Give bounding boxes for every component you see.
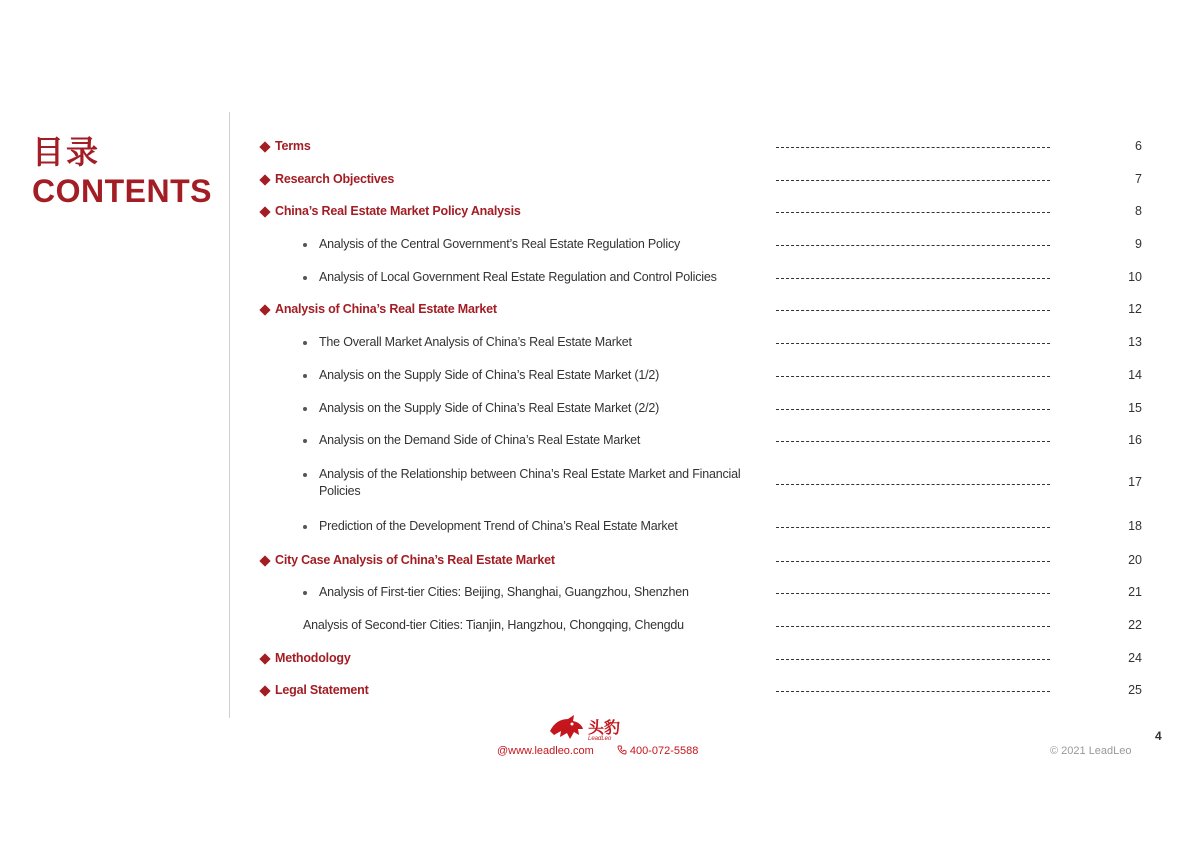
toc-entry-label: Analysis of the Central Government’s Real Estate Regulation Policy — [319, 237, 681, 251]
dot-leader — [776, 409, 1050, 410]
logo-text-cn: 头豹 — [588, 718, 621, 737]
dot-leader — [776, 626, 1050, 627]
dot-leader — [776, 659, 1050, 660]
diamond-bullet-icon — [259, 141, 270, 152]
page-number: 4 — [1155, 729, 1162, 743]
diamond-bullet-icon — [259, 653, 270, 664]
diamond-bullet-icon — [259, 555, 270, 566]
website-link[interactable]: @www.leadleo.com — [497, 745, 594, 757]
toc-page-number: 10 — [1128, 269, 1142, 284]
leopard-logo-icon — [548, 713, 584, 743]
toc-entry-label: Methodology — [275, 651, 351, 665]
toc-page-number: 24 — [1128, 650, 1142, 665]
toc-entry-label: Analysis of Local Government Real Estate Regulation and Control Policies — [319, 270, 717, 284]
toc-page-number: 18 — [1128, 518, 1142, 533]
toc-entry-label: Analysis of Second-tier Cities: Tianjin, Hangzhou, Chongqing, Chengdu — [303, 618, 684, 632]
toc-entry-label: Analysis on the Demand Side of China’s Real Estate Market — [319, 433, 641, 447]
toc-entry-label: Legal Statement — [275, 683, 369, 697]
toc-page-number: 6 — [1135, 138, 1142, 153]
toc-entry-label: City Case Analysis of China’s Real Estate Market — [275, 553, 555, 567]
dot-leader — [776, 245, 1050, 246]
toc-page-number: 9 — [1135, 236, 1142, 251]
dot-bullet-icon — [303, 591, 307, 595]
copyright: © 2021 LeadLeo — [1050, 745, 1132, 757]
title-chinese: 目录 — [32, 133, 101, 171]
dot-bullet-icon — [303, 473, 307, 477]
toc-entry-label: Terms — [275, 139, 311, 153]
toc-entry-label: Analysis on the Supply Side of China’s Real Estate Market (1/2) — [319, 368, 660, 382]
phone-icon — [617, 745, 627, 755]
website-text: www.leadleo.com — [508, 745, 594, 757]
diamond-bullet-icon — [259, 174, 270, 185]
dot-leader — [776, 441, 1050, 442]
dot-leader — [776, 180, 1050, 181]
toc-entry-label: Analysis of China’s Real Estate Market — [275, 302, 497, 316]
toc-page-number: 7 — [1135, 171, 1142, 186]
toc-page-number: 15 — [1128, 400, 1142, 415]
dot-bullet-icon — [303, 439, 307, 443]
diamond-bullet-icon — [259, 304, 270, 315]
dot-bullet-icon — [303, 341, 307, 345]
title-english: CONTENTS — [32, 173, 212, 209]
toc-entry-label: The Overall Market Analysis of China’s Real Estate Market — [319, 335, 632, 349]
dot-leader — [776, 310, 1050, 311]
dot-bullet-icon — [303, 407, 307, 411]
toc-page-number: 17 — [1128, 475, 1142, 489]
dot-leader — [776, 691, 1050, 692]
dot-leader — [776, 278, 1050, 279]
toc-page-number: 22 — [1128, 617, 1142, 632]
toc-page-number: 12 — [1128, 301, 1142, 316]
toc-entry-label: China’s Real Estate Market Policy Analysis — [275, 204, 521, 218]
dot-leader — [776, 593, 1050, 594]
phone-number: 400-072-5588 — [629, 745, 699, 757]
toc-page-number: 21 — [1128, 584, 1142, 599]
toc-entry-label: Analysis on the Supply Side of China’s Real Estate Market (2/2) — [319, 401, 660, 415]
dot-bullet-icon — [303, 525, 307, 529]
dot-bullet-icon — [303, 243, 307, 247]
toc-page-number: 20 — [1128, 552, 1142, 567]
dot-leader — [776, 484, 1050, 485]
dot-leader — [776, 147, 1050, 148]
toc-page-number: 16 — [1128, 432, 1142, 447]
dot-leader — [776, 343, 1050, 344]
toc-entry-label: Analysis of First-tier Cities: Beijing, Shanghai, Guangzhou, Shenzhen — [319, 585, 689, 599]
diamond-bullet-icon — [259, 685, 270, 696]
toc-entry-label: Prediction of the Development Trend of China’s Real Estate Market — [319, 519, 678, 533]
toc-entry-label: Research Objectives — [275, 172, 395, 186]
phone-info — [617, 745, 709, 757]
logo-text-en: LeadLeo — [588, 736, 612, 742]
toc-page-number: 8 — [1135, 203, 1142, 218]
dot-leader — [776, 561, 1050, 562]
contact-info — [497, 745, 718, 757]
toc-entry-label: Analysis of the Relationship between China’s Real Estate Market and Financial Policies — [319, 467, 741, 498]
diamond-bullet-icon — [259, 206, 270, 217]
dot-bullet-icon — [303, 374, 307, 378]
leadleo-logo — [548, 713, 638, 745]
dot-bullet-icon — [303, 276, 307, 280]
dot-leader — [776, 212, 1050, 213]
toc-page-number: 14 — [1128, 367, 1142, 382]
toc-page-number: 25 — [1128, 682, 1142, 697]
dot-leader — [776, 527, 1050, 528]
toc-page-number: 13 — [1128, 334, 1142, 349]
dot-leader — [776, 376, 1050, 377]
